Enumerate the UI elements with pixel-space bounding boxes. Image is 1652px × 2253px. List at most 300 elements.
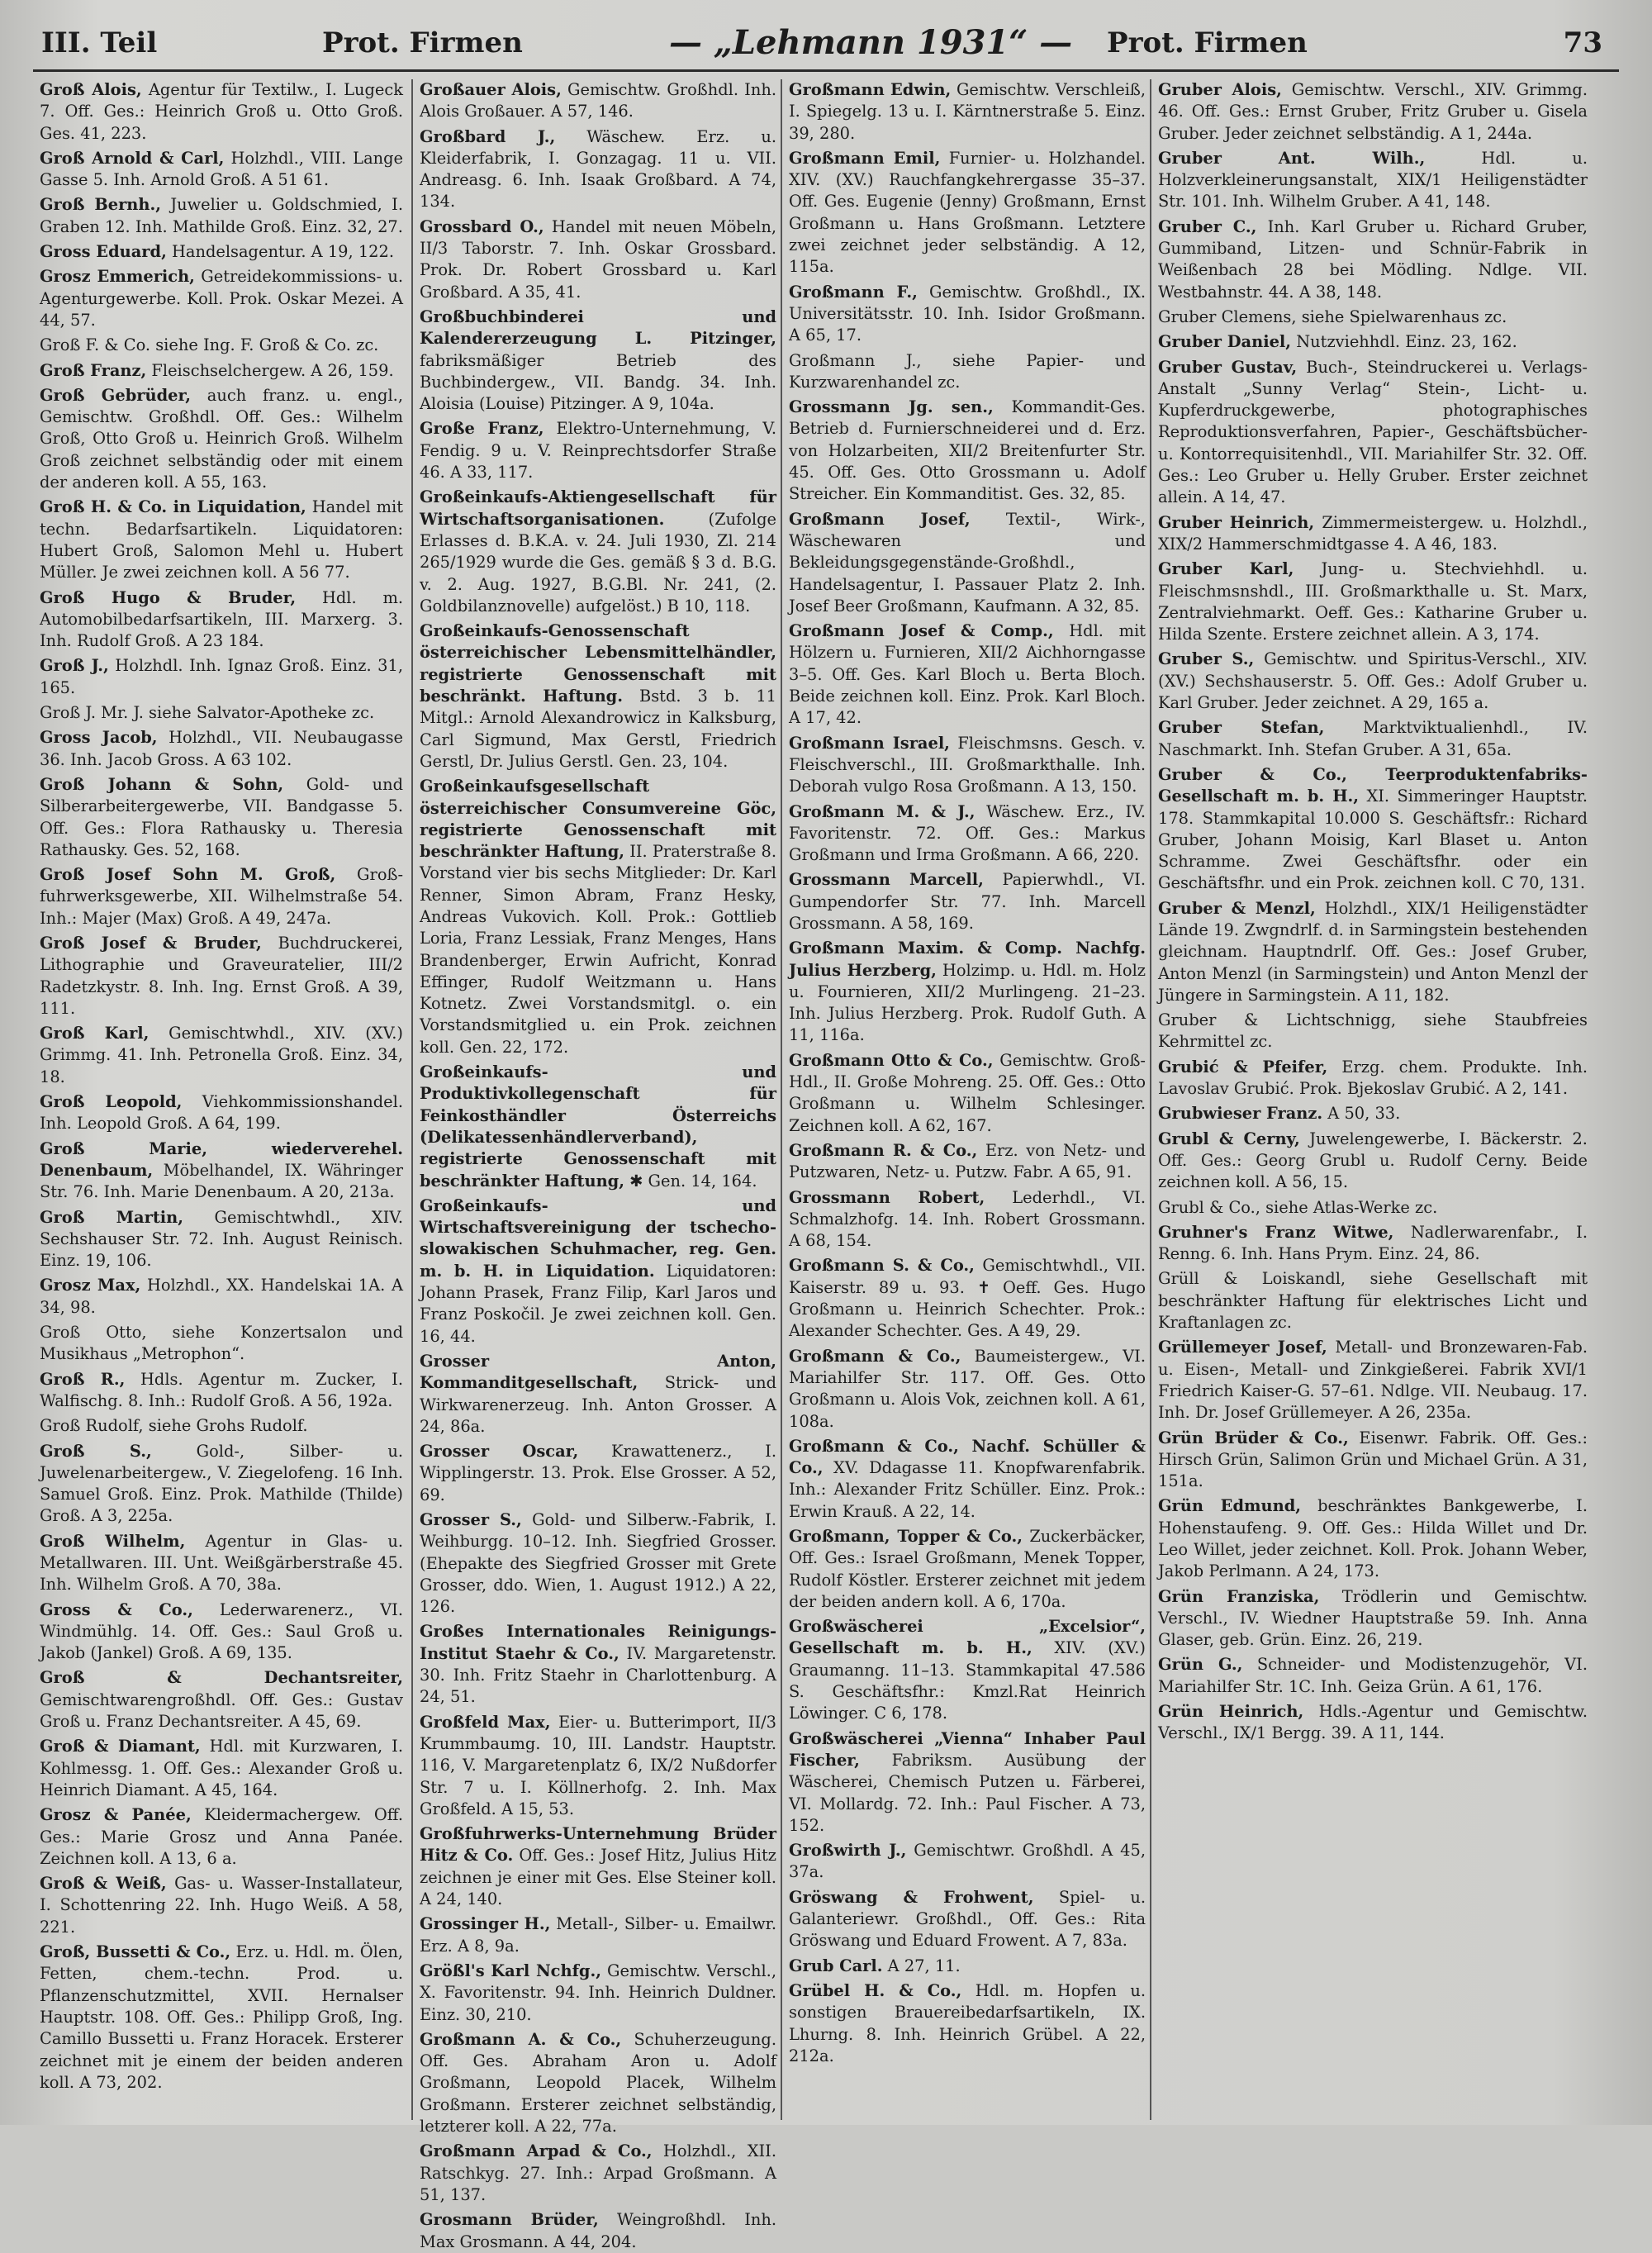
entry-firm-name: Groß & Weiß,	[40, 1874, 167, 1894]
entry-details: Groß-fuhrwerksgewerbe, XII. Wilhelmstraße 54. Inh.: Majer (Max) Groß. A 49, 247a.	[40, 865, 403, 928]
entry-details: Lederwarenerz., VI. Windmühlg. 14. Off. Ges.: Saul Groß u. Jakob (Jankel) Groß. A 69, 135.	[40, 1599, 404, 1663]
directory-entry	[1158, 898, 1588, 1006]
entry-details: Zimmermeistergew. u. Holzhdl., XIX/2 Hammerschmidtgasse 4. A 46, 183.	[1158, 512, 1588, 554]
directory-entry	[40, 1207, 403, 1272]
directory-entry	[40, 655, 403, 699]
entry-firm-name: Großmann Otto & Co.,	[789, 1050, 994, 1070]
entry-firm-name: Großeinkaufs- und Produktivkollegenschaft für Feinkosthändler Österreichs (Delikatessenhändlerverband), registrierte Genossenschaft mit beschränkter Haftung,	[420, 1062, 776, 1191]
entry-firm-name: Grosser S.,	[420, 1510, 522, 1529]
directory-entry	[789, 509, 1146, 617]
entry-details: Buch-, Steindruckerei u. Verlags-Anstalt „Sunny Verlag“ Stein-, Licht- u. Kupferdruckgewerbe, photographisches Reproduktionsverfahren, Papier-, Geschäftsbücher- u. Kontorrequisitenhdl., VII. Mariahilfer Str. 32. Off. Ges.: Leo Gruber u. Helly Gruber. Erster zeichnet allein. A 14, 47.	[1158, 357, 1588, 507]
entry-firm-name: Großwirth J.,	[789, 1841, 907, 1861]
entry-details: Eisenwr. Fabrik. Off. Ges.: Hirsch Grün, Salimon Grün und Michael Grün. A 31, 151a.	[1158, 1428, 1588, 1491]
entry-details: A 27, 11.	[882, 1956, 961, 1975]
entry-details: Bstd. 3 b. 11 Mitgl.: Arnold Alexandrowicz in Kalksburg, Carl Sigmund, Max Gerstl, Friedrich Gerstl, Dr. Julius Gerstl. Gen. 23, 104.	[420, 687, 776, 771]
directory-entry	[789, 801, 1146, 867]
entry-details: Erzg. chem. Produkte. Inh. Lavoslav Grubić. Prok. Bjekoslav Grubić. A 2, 141.	[1158, 1057, 1588, 1099]
entry-details: Großmann J., siehe Papier- und Kurzwarenhandel zc.	[789, 350, 1146, 392]
entry-firm-name: Groß Johann & Sohn,	[40, 774, 284, 794]
entry-details: Elektro-Unternehmung, V. Fendig. 9 u. V. Reinprechtsdorfer Straße 46. A 33, 117.	[420, 419, 776, 482]
directory-entry	[789, 397, 1146, 505]
entry-firm-name: Großbard J.,	[420, 126, 556, 146]
entry-details: Holzhdl., VIII. Lange Gasse 5. Inh. Arnold Groß. A 51 61.	[40, 148, 403, 190]
directory-entry	[40, 266, 403, 331]
directory-entry	[789, 1840, 1146, 1884]
entry-details: XV. Ddagasse 11. Knopfwarenfabrik. Inh.: Alexander Fritz Schüller. Einz. Prok.: Erwin Krauß. A 22, 14.	[789, 1458, 1146, 1521]
entry-details: Gemischtwhdl., VII. Kaiserstr. 89 u. 93. ✝ Oeff. Ges. Hugo Großmann u. Heinrich Schechter. Prok.: Alexander Schechter. Ges. A 49, 29.	[789, 1256, 1146, 1341]
directory-entry	[1158, 512, 1588, 556]
entry-firm-name: Gruber Alois,	[1158, 80, 1282, 99]
entry-details: Gold- und Silberw.-Fabrik, I. Weihburgg. 10–12. Inh. Siegfried Grosser. (Ehepakte des Siegfried Grosser mit Grete Grosser, ddo. Wien, 1. August 1912.) A 22, 126.	[420, 1510, 776, 1617]
directory-entry	[40, 1942, 403, 2094]
directory-entry	[40, 1023, 403, 1088]
directory-entry	[40, 360, 403, 382]
entry-firm-name: Großmann & Co.,	[789, 1346, 961, 1366]
entry-details: Fleischmsns. Gesch. v. Fleischverschl., III. Großmarkthalle. Inh. Deborah vulgo Rosa Großmann. A 13, 150.	[789, 733, 1146, 796]
entry-firm-name: Groß Franz,	[40, 360, 147, 380]
entry-firm-name: Groß Gebrüder,	[40, 385, 192, 405]
directory-entry	[1158, 1222, 1588, 1266]
directory-entry	[40, 1736, 403, 1801]
entry-firm-name: Groß Wilhelm,	[40, 1531, 186, 1551]
entry-firm-name: Großauer Alois,	[420, 80, 562, 99]
directory-entry	[420, 1351, 776, 1438]
directory-entry	[789, 1436, 1146, 1523]
entry-firm-name: Groß Martin,	[40, 1207, 183, 1227]
directory-entry	[40, 1138, 403, 1204]
entry-firm-name: Großmann Israel,	[789, 733, 950, 753]
directory-entry	[789, 282, 1146, 347]
directory-entry	[789, 733, 1146, 798]
entry-firm-name: Grub Carl.	[789, 1956, 883, 1975]
entry-firm-name: Größl's Karl Nchfg.,	[420, 1961, 601, 1980]
entry-details: Kommandit-Ges. Betrieb d. Furnierschneiderei und d. Erz. von Holzarbeiten, XII/2 Breitenfurter Str. 45. Off. Ges. Otto Grossmann u. Adolf Streicher. Ein Kommanditist. Ges. 32, 85.	[789, 397, 1146, 504]
directory-entry	[420, 79, 776, 123]
entry-details: Handel mit neuen Möbeln, II/3 Taborstr. 7. Inh. Oskar Grossbard. Prok. Dr. Robert Grossbard u. Karl Großbard. A 35, 41.	[420, 216, 776, 302]
entry-details: Schuherzeugung. Off. Ges. Abraham Aron u. Adolf Großmann, Leopold Placek, Wilhelm Großmann. Ersterer zeichnet selbständig, letzterer koll. A 22, 77a.	[420, 2029, 776, 2137]
directory-entry	[40, 1091, 403, 1135]
entry-details: Strick- und Wirkwarenerzeug. Inh. Anton Grosser. A 24, 86a.	[420, 1373, 776, 1436]
directory-entry	[1158, 1337, 1588, 1424]
entry-firm-name: Großmann Emil,	[789, 148, 941, 168]
entry-details: Handelsagentur. A 19, 122.	[166, 242, 395, 262]
entry-details: Buchdruckerei, Lithographie und Graveuratelier, III/2 Radetzkystr. 8. Inh. Ing. Ernst Groß. A 39, 111.	[40, 933, 403, 1018]
entry-firm-name: Grosser Oscar,	[420, 1442, 579, 1462]
directory-entry	[40, 1873, 403, 1938]
entry-firm-name: Großmann A. & Co.,	[420, 2029, 622, 2049]
entry-details: Holzimp. u. Hdl. m. Holz u. Fournieren, XII/2 Murlingeng. 21–23. Inh. Julius Herzberg. Prok. Rudolf Guth. A 11, 116a.	[789, 960, 1146, 1045]
entry-firm-name: Groß Josef Sohn M. Groß,	[40, 865, 336, 885]
directory-entry	[40, 1441, 403, 1528]
entry-details: Holzhdl., XII. Ratschkyg. 27. Inh.: Arpad Großmann. A 51, 137.	[420, 2141, 776, 2204]
entry-details: Weingroßhdl. Inh. Max Grosmann. A 44, 204.	[420, 2210, 777, 2251]
entry-firm-name: Grosmann Brüder,	[420, 2210, 599, 2230]
directory-entry	[1158, 1057, 1588, 1100]
entry-firm-name: Grossinger H.,	[420, 1914, 551, 1934]
directory-entry	[40, 335, 403, 356]
entry-firm-name: Grosz & Panée,	[40, 1805, 192, 1825]
entry-firm-name: Gruber C.,	[1158, 216, 1257, 236]
entry-details: Holzhdl., XIX/1 Heiligenstädter Lände 19. Zwgndrlf. d. in Sarmingstein bestehenden gleichnam. Hauptndrlf. Off. Ges.: Josef Gruber, Anton Menzl (in Sarmingstein) und Anton Menzl der Jüngere in Sarmingstein. A 11, 182.	[1158, 898, 1588, 1005]
entry-details: Möbelhandel, IX. Währinger Str. 76. Inh. Marie Denenbaum. A 20, 213a.	[40, 1160, 403, 1202]
directory-entry	[420, 2029, 776, 2137]
directory-entry	[40, 864, 403, 929]
entry-details: XIV. (XV.) Graumanng. 11–13. Stammkapital 47.586 S. Geschäftsfhr.: Kmzl.Rat Heinrich Löwinger. C 6, 178.	[789, 1638, 1146, 1723]
directory-entry	[420, 2141, 776, 2206]
entry-details: Fabriksm. Ausübung der Wäscherei, Chemisch Putzen u. Färberei, VI. Mollardg. 72. Inh.: Paul Fischer. A 73, 152.	[789, 1750, 1146, 1835]
directory-entry	[1158, 1586, 1588, 1652]
entry-details: Gemischtw. Großhdl., IX. Universitätsstr. 10. Inh. Isidor Großmann. A 65, 17.	[789, 282, 1146, 345]
entry-firm-name: Großeinkaufs-Genossenschaft österreichischer Lebensmittelhändler, registrierte Genossenschaft mit beschränkt. Haftung.	[420, 621, 776, 706]
directory-entry	[1158, 148, 1588, 213]
entry-firm-name: Gruber Gustav,	[1158, 357, 1298, 377]
entry-firm-name: Grossbard O.,	[420, 216, 544, 236]
directory-entry	[789, 1526, 1146, 1613]
entry-details: Holzhdl., XX. Handelskai 1A. A 34, 98.	[40, 1276, 403, 1317]
entry-firm-name: Gruber Daniel,	[1158, 332, 1292, 352]
entry-firm-name: Gross & Co.,	[40, 1599, 193, 1619]
entry-firm-name: Großmann & Co., Nachf. Schüller & Co.,	[789, 1436, 1146, 1478]
entry-firm-name: Grün Edmund,	[1158, 1496, 1302, 1516]
directory-entry	[420, 487, 776, 617]
page-header	[33, 18, 1619, 72]
entry-details: Gemischtw. Verschl., XIV. Grimmg. 46. Off. Ges.: Ernst Gruber, Fritz Gruber u. Gisela Gruber. Jeder zeichnet selbständig. A 1, 244a.	[1158, 80, 1588, 143]
page-title: — „Lehmann 1931“ —	[669, 23, 1073, 62]
entry-details: Nadlerwarenfabr., I. Renng. 6. Inh. Hans Prym. Einz. 24, 86.	[1158, 1222, 1588, 1264]
entry-details: Gemischtw. Großhdl. Inh. Alois Großauer. A 57, 146.	[420, 80, 776, 121]
entry-firm-name: Großeinkaufs- und Wirtschaftsvereinigung der tschecho-slowakischen Schuhmacher, reg. Gen. m. b. H. in Liquidation.	[420, 1195, 776, 1281]
entry-firm-name: Grubić & Pfeifer,	[1158, 1057, 1328, 1077]
directory-entry	[420, 776, 776, 1058]
directory-entry	[789, 1187, 1146, 1252]
entry-details: Gold-, Silber- u. Juwelenarbeitergew., V. Ziegelofeng. 16 Inh. Samuel Groß. Einz. Prok. Mathilde (Thilde) Groß. A 3, 225a.	[40, 1441, 403, 1526]
directory-entry	[1158, 1428, 1588, 1493]
directory-entry	[789, 1980, 1146, 2067]
entry-details: II. Praterstraße 8. Vorstand vier bis sechs Mitglieder: Dr. Karl Renner, Simon Abram, Franz Hesky, Andreas Vukovich. Koll. Prok.: Gottlieb Loria, Franz Lessiak, Franz Menges, Hans Brandenberger, Erwin Aufricht, Konrad Effinger, Rudolf Weitzmann u. Hans Kotnetz. Zwei Vorstandsmitgl. o. ein Vorstandsmitglied u. ein Prok. zeichnen koll. Gen. 22, 172.	[420, 842, 776, 1057]
entry-details: Groß J. Mr. J. siehe Salvator-Apotheke zc.	[40, 703, 375, 723]
entry-firm-name: Großmann, Topper & Co.,	[789, 1527, 1023, 1546]
entry-details: Groß F. & Co. siehe Ing. F. Groß & Co. zc.	[40, 335, 379, 355]
directory-entry	[1158, 1701, 1588, 1745]
entry-details: Schneider- und Modistenzugehör, VI. Mariahilfer Str. 1C. Inh. Geiza Grün. A 61, 176.	[1158, 1655, 1588, 1696]
entry-firm-name: Großmann F.,	[789, 282, 918, 302]
directory-entry	[1158, 1129, 1588, 1194]
entry-firm-name: Großmann Edwin,	[789, 80, 952, 99]
entry-firm-name: Großmann R. & Co.,	[789, 1140, 978, 1160]
entry-firm-name: Gruber Heinrich,	[1158, 512, 1315, 532]
entry-firm-name: Grossmann Marcell,	[789, 870, 984, 890]
directory-entry	[40, 79, 403, 145]
entry-details: Gruber & Lichtschnigg, siehe Staubfreies Kehrmittel zc.	[1158, 1010, 1588, 1052]
entry-firm-name: Groß Hugo & Bruder,	[40, 587, 297, 607]
entry-firm-name: Grossmann Robert,	[789, 1187, 985, 1207]
entry-firm-name: Groß R.,	[40, 1369, 126, 1389]
column-2	[411, 79, 777, 2251]
entry-firm-name: Großeinkaufs-Aktiengesellschaft für Wirtschaftsorganisationen.	[420, 487, 776, 529]
directory-entry	[40, 933, 403, 1020]
entry-firm-name: Grosser Anton, Kommanditgesellschaft,	[420, 1351, 776, 1393]
entry-firm-name: Gruhner's Franz Witwe,	[1158, 1222, 1394, 1242]
entry-firm-name: Großmann M. & J.,	[789, 801, 976, 821]
entry-details: Baumeistergew., VI. Mariahilfer Str. 117. Off. Ges. Otto Großmann u. Alois Vok, zeichnen koll. A 61, 108a.	[789, 1346, 1146, 1431]
entry-details: Hdl. u. Holzverkleinerungsanstalt, XIX/1 Heiligenstädter Str. 101. Inh. Wilhelm Gruber. A 41, 148.	[1158, 148, 1588, 212]
entry-details: Trödlerin und Gemischtw. Verschl., IV. Wiedner Hauptstraße 59. Inh. Anna Glaser, geb. Grün. Einz. 26, 219.	[1158, 1586, 1588, 1650]
entry-firm-name: Großmann Josef,	[789, 509, 971, 529]
entry-firm-name: Groß Leopold,	[40, 1092, 183, 1112]
entry-details: Jung- u. Stechviehhdl. u. Fleischmsnshdl., III. Großmarkthalle u. St. Marx, Zentralviehmarkt. Oeff. Ges.: Katharine Gruber u. Hilda Szente. Erstere zeichnet allein. A 3, 174.	[1158, 559, 1588, 644]
entry-firm-name: Großes Internationales Reinigungs-Institut Staehr & Co.,	[420, 1622, 776, 1663]
entry-firm-name: Grosz Emmerich,	[40, 267, 195, 287]
section-label-right: Prot. Firmen	[1107, 26, 1308, 59]
entry-details: Agentur in Glas- u. Metallwaren. III. Unt. Weißgärberstraße 45. Inh. Wilhelm Groß. A 70, 38a.	[40, 1531, 403, 1595]
entry-firm-name: Großwäscherei „Vienna“ Inhaber Paul Fischer,	[789, 1728, 1146, 1770]
directory-entry	[40, 194, 403, 238]
entry-firm-name: Großmann Maxim. & Comp. Nachfg. Julius Herzberg,	[789, 939, 1146, 980]
entry-details: Gruber Clemens, siehe Spielwarenhaus zc.	[1158, 307, 1507, 326]
entry-firm-name: Großmann Arpad & Co.,	[420, 2141, 653, 2161]
entry-firm-name: Gross Jacob,	[40, 728, 158, 748]
part-label: III. Teil	[41, 26, 158, 59]
directory-entry	[1158, 216, 1588, 303]
entry-firm-name: Groß H. & Co. in Liquidation,	[40, 497, 306, 517]
directory-entry	[1158, 307, 1588, 328]
entry-firm-name: Grübel H. & Co.,	[789, 1980, 962, 2000]
entry-firm-name: Groß Josef & Bruder,	[40, 933, 262, 953]
entry-firm-name: Gruber & Co., Teerproduktenfabriks-Gesellschaft m. b. H.,	[1158, 764, 1588, 806]
entry-firm-name: Groß Arnold & Carl,	[40, 148, 225, 168]
entry-details: A 50, 33.	[1322, 1104, 1401, 1124]
entry-details: Hdl. m. Automobilbedarfsartikeln, III. Marxerg. 3. Inh. Rudolf Groß. A 23 184.	[40, 587, 404, 651]
entry-details: Metall-, Silber- u. Emailwr. Erz. A 8, 9a.	[420, 1914, 776, 1956]
entry-details: Holzhdl. Inh. Ignaz Groß. Einz. 31, 165.	[40, 656, 403, 697]
page-number: 73	[1563, 26, 1602, 59]
directory-entry	[40, 1531, 403, 1596]
entry-details: Spiel- u. Galanteriewr. Großhdl., Off. Ges.: Rita Gröswang und Eduard Frowent. A 7, 83a.	[789, 1887, 1146, 1951]
directory-entry	[420, 620, 776, 772]
directory-entry	[420, 1961, 776, 2026]
entry-details: Nutzviehhdl. Einz. 23, 162.	[1291, 332, 1517, 352]
entry-firm-name: Groß, Bussetti & Co.,	[40, 1942, 231, 1962]
entry-details: Eier- u. Butterimport, II/3 Krummbaumg. 10, III. Landstr. Hauptstr. 116, V. Margaretenplatz 6, IX/2 Nußdorfer Str. 7 u. I. Köllnerhofg. 2. Inh. Max Großfeld. A 15, 53.	[420, 1712, 776, 1818]
entry-details: Hdl. mit Kurzwaren, I. Kohlmessg. 1. Off. Ges.: Alexander Groß u. Heinrich Diamant. A 45, 164.	[40, 1737, 403, 1799]
directory-entry	[1158, 1197, 1588, 1219]
entry-details: Gemischtw. Verschleiß, I. Spiegelg. 13 u. I. Kärntnerstraße 5. Einz. 39, 280.	[789, 80, 1146, 143]
entry-details: Fleischselchergew. A 26, 159.	[146, 360, 394, 380]
entry-details: fabriksmäßiger Betrieb des Buchbindergew., VII. Bandg. 34. Inh. Aloisia (Louise) Pitzinger. A 9, 104a.	[420, 350, 776, 414]
entry-details: Gemischtwhdl., XIV. (XV.) Grimmg. 41. Inh. Petronella Groß. Einz. 34, 18.	[40, 1024, 403, 1086]
directory-entry	[1158, 79, 1588, 145]
entry-details: Gemischtw. und Spiritus-Verschl., XIV. (XV.) Sechshauserstr. 5. Off. Ges.: Adolf Gruber u. Karl Gruber. Jeder zeichnet. A 29, 165 a.	[1158, 649, 1588, 713]
directory-entry	[1158, 357, 1588, 509]
directory-entry	[40, 1415, 403, 1437]
entry-details: Gemischtwhdl., XIV. Sechshauser Str. 72. Inh. August Reinisch. Einz. 19, 106.	[40, 1207, 404, 1271]
entry-firm-name: Groß Alois,	[40, 80, 142, 99]
directory-entry	[420, 1913, 776, 1957]
entry-details: Hdl. m. Hopfen u. sonstigen Brauereibedarfsartikeln, IX. Lhurng. 8. Inh. Heinrich Grübel. A 22, 212a.	[789, 1980, 1146, 2065]
entry-details: beschränktes Bankgewerbe, I. Hohenstaufeng. 9. Off. Ges.: Hilda Willet und Dr. Leo Willet, jeder zeichnet. Koll. Prok. Johann Weber, Jakob Perlmann. A 24, 173.	[1158, 1496, 1588, 1581]
directory-entry	[40, 587, 403, 653]
entry-details: Wäschew. Erz., IV. Favoritenstr. 72. Off. Ges.: Markus Großmann und Irma Großmann. A 66, 220.	[789, 801, 1146, 865]
directory-entry	[1158, 331, 1588, 353]
entry-details: Gemischtwarengroßhdl. Off. Ges.: Gustav Groß u. Franz Dechantsreiter. A 45, 69.	[40, 1690, 403, 1732]
entry-details: Grüll & Loiskandl, siehe Gesellschaft mit beschränkter Haftung für elektrisches Licht und Kraftanlagen zc.	[1158, 1269, 1588, 1333]
column-4	[1150, 79, 1588, 2120]
entry-details: Erz. u. Hdl. m. Ölen, Fetten, chem.-techn. Prod. u. Pflanzenschutzmittel, XVII. Hernalser Hauptstr. 108. Off. Ges.: Philipp Groß, Ing. Camillo Bussetti u. Franz Horacek. Ersterer zeichnet mit je einem der beiden anderen koll. A 73, 202.	[40, 1942, 403, 2092]
directory-entry	[40, 1322, 403, 1366]
entry-details: Gemischtw. Verschl., X. Favoritenstr. 94. Inh. Heinrich Duldner. Einz. 30, 210.	[420, 1961, 776, 2024]
entry-details: Lederhdl., VI. Schmalzhofg. 14. Inh. Robert Grossmann. A 68, 154.	[789, 1187, 1146, 1251]
directory-entry	[789, 1616, 1146, 1724]
entry-firm-name: Großeinkaufsgesellschaft österreichischer Consumvereine Göc, registrierte Genossenschaft mit beschränkter Haftung,	[420, 777, 776, 862]
directory-entry	[789, 79, 1146, 145]
directory-entry	[420, 307, 776, 415]
entry-firm-name: Großwäscherei „Excelsior“, Gesellschaft m. b. H.,	[789, 1617, 1146, 1658]
entry-firm-name: Großmann S. & Co.,	[789, 1256, 975, 1276]
entry-details: Gold- und Silberarbeitergewerbe, VII. Bandgasse 5. Off. Ges.: Flora Rathausky u. Theresia Rathausky. Ges. 52, 168.	[40, 774, 403, 859]
directory-entry	[1158, 1495, 1588, 1582]
directory-entry	[420, 1712, 776, 1820]
entry-details: Gas- u. Wasser-Installateur, I. Schottenring 22. Inh. Hugo Weiß. A 58, 221.	[40, 1874, 403, 1937]
entry-firm-name: Groß J.,	[40, 656, 109, 676]
directory-entry	[40, 1599, 403, 1665]
entry-details: Juwelengewerbe, I. Bäckerstr. 2. Off. Ges.: Georg Grubl u. Rudolf Cerny. Beide zeichnen koll. A 56, 15.	[1158, 1129, 1588, 1192]
entry-details: Agentur für Textilw., I. Lugeck 7. Off. Ges.: Heinrich Groß u. Otto Groß. Ges. 41, 223.	[40, 80, 403, 143]
entry-firm-name: Gruber Karl,	[1158, 559, 1294, 579]
entry-firm-name: Großfeld Max,	[420, 1712, 551, 1732]
directory-entry	[789, 350, 1146, 394]
directory-entry	[789, 148, 1146, 278]
directory-entry	[40, 702, 403, 724]
directory-entry	[789, 1140, 1146, 1184]
directory-entry	[789, 1887, 1146, 1952]
entry-details: Groß Otto, siehe Konzertsalon und Musikhaus „Metrophon“.	[40, 1323, 403, 1364]
entry-details: Hdls.-Agentur und Gemischtw. Verschl., IX/1 Bergg. 39. A 11, 144.	[1158, 1702, 1588, 1743]
entry-details: Textil-, Wirk-, Wäschewaren und Bekleidungsgegenstände-Großhdl., Handelsagentur, I. Passauer Platz 2. Inh. Josef Beer Großmann, Kaufmann. A 32, 85.	[789, 509, 1146, 616]
entry-firm-name: Gruber Ant. Wilh.,	[1158, 148, 1426, 168]
entry-firm-name: Grüllemeyer Josef,	[1158, 1338, 1327, 1357]
entry-details: Kleidermachergew. Off. Ges.: Marie Grosz und Anna Panée. Zeichnen koll. A 13, 6 a.	[40, 1805, 403, 1868]
directory-entry	[420, 418, 776, 483]
directory-entry	[40, 774, 403, 861]
directory-entry	[1158, 649, 1588, 714]
directory-entry	[789, 869, 1146, 934]
directory-entry	[40, 148, 403, 192]
column-3	[781, 79, 1146, 2120]
column-1	[40, 79, 403, 2120]
directory-entry	[420, 1621, 776, 1708]
directory-entry	[40, 1804, 403, 1870]
directory-entry	[40, 385, 403, 493]
entry-details: Hdls. Agentur m. Zucker, I. Walfischg. 8. Inh.: Rudolf Groß. A 56, 192a.	[40, 1369, 403, 1410]
directory-entry	[420, 1823, 776, 1910]
entry-details: Grubl & Co., siehe Atlas-Werke zc.	[1158, 1197, 1438, 1217]
entry-details: Getreidekommissions- u. Agenturgewerbe. Koll. Prok. Oskar Mezei. A 44, 57.	[40, 267, 403, 330]
directory-entry	[420, 1509, 776, 1618]
entry-firm-name: Gröswang & Frohwent,	[789, 1887, 1034, 1907]
entry-firm-name: Großbuchbinderei und Kalendererzeugung L. Pitzinger,	[420, 307, 776, 349]
entry-firm-name: Großfuhrwerks-Unternehmung Brüder Hitz & Co.	[420, 1824, 776, 1866]
directory-entry	[40, 497, 403, 583]
entry-firm-name: Gruber S.,	[1158, 649, 1255, 669]
directory-entry	[789, 1728, 1146, 1837]
entry-details: Krawattenerz., I. Wipplingerstr. 13. Prok. Else Grosser. A 52, 69.	[420, 1442, 776, 1504]
entry-firm-name: Gross Eduard,	[40, 242, 167, 262]
directory-entry	[1158, 1654, 1588, 1698]
entry-details: Gemischtw. Groß-Hdl., II. Große Mohreng. 25. Off. Ges.: Otto Großmann u. Wilhelm Schlesinger. Zeichnen koll. A 62, 167.	[789, 1050, 1146, 1135]
entry-firm-name: Grossmann Jg. sen.,	[789, 397, 994, 417]
entry-details: Erz. von Netz- und Putzwaren, Netz- u. Putzw. Fabr. A 65, 91.	[789, 1140, 1146, 1182]
section-label-left: Prot. Firmen	[322, 26, 523, 59]
directory-entry	[420, 216, 776, 303]
entry-firm-name: Grün Brüder & Co.,	[1158, 1428, 1349, 1447]
directory-entry	[420, 1062, 776, 1192]
entry-details: Handel mit techn. Bedarfsartikeln. Liquidatoren: Hubert Groß, Salomon Mehl u. Hubert Müller. Je zwei zeichnen koll. A 56 77.	[40, 497, 404, 582]
entry-details: Zuckerbäcker, Off. Ges.: Israel Großmann, Menek Topper, Rudolf Köstler. Ersterer zeichnet mit jedem der beiden andern koll. A 6, 170a.	[789, 1527, 1146, 1611]
entry-details: Metall- und Bronzewaren-Fab. u. Eisen-, Metall- und Zinkgießerei. Fabrik XVI/1 Friedrich Kaiser-G. 57–61. Ndlge. VII. Neubaug. 17. Inh. Dr. Josef Grüllemeyer. A 26, 235a.	[1158, 1338, 1588, 1423]
entry-firm-name: Groß Bernh.,	[40, 195, 161, 215]
entry-details: IV. Margaretenstr. 30. Inh. Fritz Staehr in Charlottenburg. A 24, 51.	[420, 1643, 776, 1707]
entry-details: Liquidatoren: Johann Prasek, Franz Filip, Karl Jaros und Franz Poskočil. Je zwei zeichnen koll. Gen. 16, 44.	[420, 1261, 776, 1346]
entry-firm-name: Groß & Diamant,	[40, 1737, 201, 1756]
directory-entry	[40, 1369, 403, 1413]
entry-details: ✱ Gen. 14, 164.	[624, 1171, 757, 1191]
entry-firm-name: Groß Karl,	[40, 1024, 150, 1043]
directory-entry	[420, 2209, 776, 2253]
entry-firm-name: Grosz Max,	[40, 1276, 141, 1295]
entry-details: auch franz. u. engl., Gemischtw. Großhdl. Off. Ges.: Wilhelm Groß, Otto Groß u. Heinrich Groß. Wilhelm Groß zeichnet selbständig oder mit einem der anderen koll. A 55, 163.	[40, 385, 403, 492]
directory-entry	[420, 1441, 776, 1506]
entry-details: Marktviktualienhdl., IV. Naschmarkt. Inh. Stefan Gruber. A 31, 65a.	[1158, 718, 1588, 759]
directory-entry	[789, 620, 1146, 729]
entry-details: Hdl. mit Hölzern u. Furnieren, XII/2 Aichhorngasse 3–5. Off. Ges. Karl Bloch u. Berta Bloch. Beide zeichnen koll. Einz. Prok. Karl Bloch. A 17, 42.	[789, 621, 1146, 728]
directory-entry	[40, 1275, 403, 1319]
directory-entry	[789, 1050, 1146, 1137]
directory-entry	[1158, 1010, 1588, 1053]
entry-firm-name: Groß S.,	[40, 1441, 152, 1461]
entry-details: Juwelier u. Goldschmied, I. Graben 12. Inh. Mathilde Groß. Einz. 32, 27.	[40, 195, 403, 236]
directory-entry	[40, 727, 403, 771]
directory-entry	[1158, 558, 1588, 645]
entry-firm-name: Grün G.,	[1158, 1655, 1243, 1675]
directory-entry	[1158, 717, 1588, 761]
entry-firm-name: Grubl & Cerny,	[1158, 1129, 1300, 1148]
directory-entry	[789, 1255, 1146, 1342]
entry-details: Papierwhdl., VI. Gumpendorfer Str. 77. Inh. Marcell Grossmann. A 58, 169.	[789, 870, 1146, 933]
entry-details: Inh. Karl Gruber u. Richard Gruber, Gummiband, Litzen- und Schnür-Fabrik in Weißenbach 28 bei Mödling. Ndlge. VII. Westbahnstr. 44. A 38, 148.	[1158, 216, 1588, 302]
directory-entry	[420, 126, 776, 213]
entry-details: (Zufolge Erlasses d. B.K.A. v. 24. Juli 1930, Zl. 214 265/1929 wurde die Ges. gemäß § 3 d. B.G. v. 2. Aug. 1927, B.G.Bl. Nr. 241, (2. Goldbilanznovelle) aufgelöst.) B 10, 118.	[420, 509, 776, 616]
entry-firm-name: Groß & Dechantsreiter,	[40, 1668, 403, 1688]
entry-details: XI. Simmeringer Hauptstr. 178. Stammkapital 10.000 S. Geschäftsfr.: Richard Gruber, Johann Moisig, Karl Blaset u. Anton Schramme. Zwei Geschäftsfhr. oder ein Geschäftsfhr. und ein Prok. zeichnen koll. C 70, 131.	[1158, 787, 1588, 893]
entry-details: Holzhdl., VII. Neubaugasse 36. Inh. Jacob Gross. A 63 102.	[40, 728, 403, 769]
directory-entry	[1158, 764, 1588, 895]
directory-entry	[1158, 1103, 1588, 1124]
entry-firm-name: Groß Marie, wiederverehel. Denenbaum,	[40, 1138, 403, 1180]
directory-entry	[789, 1346, 1146, 1433]
entry-firm-name: Grün Franziska,	[1158, 1586, 1320, 1606]
entry-firm-name: Große Franz,	[420, 419, 544, 439]
directory-entry	[1158, 1268, 1588, 1333]
entry-details: Gemischtwr. Großhdl. A 45, 37a.	[789, 1841, 1146, 1882]
entry-details: Viehkommissionshandel. Inh. Leopold Groß. A 64, 199.	[40, 1092, 404, 1134]
entry-firm-name: Gruber & Menzl,	[1158, 898, 1316, 918]
entry-firm-name: Gruber Stefan,	[1158, 718, 1325, 738]
directory-entry	[420, 1195, 776, 1348]
entry-details: Wäschew. Erz. u. Kleiderfabrik, I. Gonzagag. 11 u. VII. Andreasg. 6. Inh. Isaak Großbard. A 74, 134.	[420, 126, 776, 212]
entry-details: Furnier- u. Holzhandel. XIV. (XV.) Rauchfangkehrergasse 35–37. Off. Ges. Eugenie (Jenny) Großmann, Ernst Großmann u. Hans Großmann. Letztere zwei zeichnet jeder selbständig. A 12, 115a.	[789, 148, 1146, 277]
entry-details: Groß Rudolf, siehe Grohs Rudolf.	[40, 1416, 308, 1436]
entry-details: Off. Ges.: Josef Hitz, Julius Hitz zeichnen je einer mit Ges. Else Steiner koll. A 24, 140.	[420, 1846, 776, 1909]
